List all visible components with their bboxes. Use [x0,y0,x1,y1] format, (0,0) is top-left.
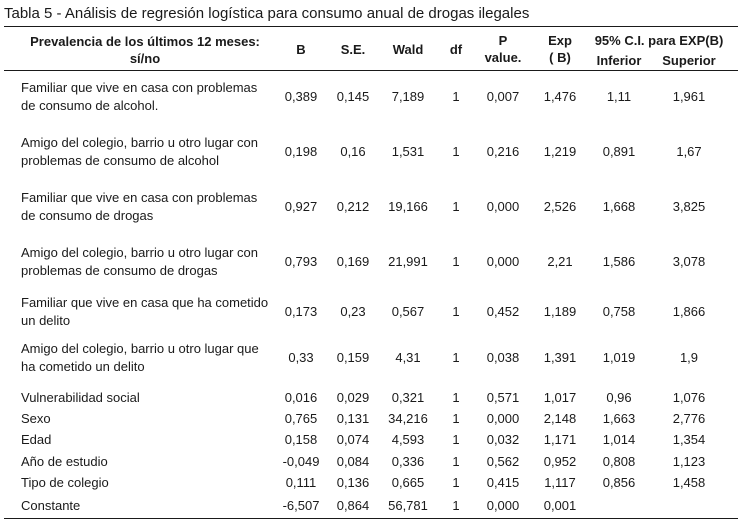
cell-p: 0,415 [486,475,520,490]
row-label-line1: Constante [21,498,81,513]
cell-sup: 1,9 [679,350,699,365]
cell-wald: 4,593 [391,432,425,447]
row-label [21,410,51,428]
cell-exp: 1,117 [544,475,576,490]
cell-b: 0,016 [284,390,318,405]
cell-df: 1 [452,475,460,490]
cell-b: 0,793 [284,254,318,269]
row-label [21,453,108,471]
cell-b: 0,158 [284,432,318,447]
header-ci-group: 95% C.I. para EXP(B) [594,33,724,48]
header-variable-line1: Prevalencia de los últimos 12 meses: [30,34,260,49]
row-label-line1: Tipo de colegio [21,475,109,490]
cell-p: 0,562 [486,454,520,469]
cell-exp: 2,148 [543,411,577,426]
row-label-line2: problemas de consumo de drogas [21,263,218,278]
row-label [21,294,268,330]
cell-df: 1 [452,454,460,469]
cell-sup: 1,076 [672,390,706,405]
cell-exp: 0,001 [543,498,577,513]
row-label-line2: de consumo de alcohol. [21,98,159,113]
cell-df: 1 [452,432,460,447]
cell-df: 1 [452,89,460,104]
cell-df: 1 [452,350,460,365]
cell-wald: 4,31 [395,350,421,365]
row-label-line2: un delito [21,313,71,328]
cell-wald: 21,991 [388,254,428,269]
cell-inf: 1,11 [606,89,632,104]
header-exp-line1: Exp [548,33,572,48]
cell-b: 0,111 [285,475,317,490]
cell-wald: 1,531 [391,144,425,159]
row-label [21,134,258,170]
cell-b: 0,927 [284,199,318,214]
header-exp [535,32,585,66]
cell-inf: 0,891 [602,144,636,159]
cell-b: -0,049 [282,454,320,469]
row-label-line1: Amigo del colegio, barrio u otro lugar con [21,245,259,260]
header-wald: Wald [392,42,424,57]
header-superior: Superior [662,53,716,68]
row-label [21,474,109,492]
cell-df: 1 [452,498,460,513]
cell-p: 0,007 [486,89,520,104]
row-label-line1: Vulnerabilidad social [21,390,140,405]
cell-p: 0,216 [486,144,520,159]
cell-p: 0,000 [486,254,520,269]
cell-sup: 1,866 [672,304,706,319]
header-p [476,32,530,66]
cell-sup: 3,078 [672,254,706,269]
header-df: df [449,42,463,57]
cell-sup: 1,354 [672,432,706,447]
cell-se: 0,136 [336,475,370,490]
row-label [21,189,257,225]
cell-inf: 1,586 [602,254,636,269]
row-label-line1: Familiar que vive en casa con problemas [21,190,258,205]
cell-se: 0,16 [340,144,366,159]
header-se: S.E. [340,42,366,57]
cell-b: 0,765 [284,411,318,426]
cell-inf: 1,668 [602,199,636,214]
cell-wald: 0,567 [391,304,425,319]
row-label [21,79,257,115]
cell-inf: 0,856 [602,475,636,490]
cell-wald: 19,166 [388,199,428,214]
cell-df: 1 [452,411,460,426]
cell-inf: 0,758 [602,304,636,319]
cell-df: 1 [452,199,460,214]
header-variable-line2: sí/no [129,51,161,66]
cell-wald: 0,321 [391,390,425,405]
cell-b: 0,389 [284,89,318,104]
cell-exp: 1,219 [543,144,577,159]
row-label-line1: Edad [21,432,52,447]
cell-exp: 2,526 [543,199,577,214]
cell-se: 0,159 [336,350,370,365]
header-variable [20,33,270,67]
cell-df: 1 [452,304,460,319]
cell-b: 0,173 [284,304,318,319]
cell-wald: 56,781 [388,498,428,513]
cell-p: 0,000 [486,199,520,214]
top-rule [4,26,738,27]
row-label [21,244,258,280]
cell-sup: 1,67 [676,144,702,159]
cell-exp: 2,21 [547,254,573,269]
cell-exp: 0,952 [543,454,577,469]
cell-se: 0,145 [336,89,370,104]
cell-p: 0,000 [486,498,520,513]
cell-inf: 0,96 [606,390,632,405]
cell-p: 0,452 [486,304,520,319]
cell-sup: 2,776 [672,411,706,426]
row-label-line1: Amigo del colegio, barrio u otro lugar con [21,135,259,150]
row-label-line1: Amigo del colegio, barrio u otro lugar que [21,341,259,356]
cell-b: -6,507 [282,498,320,513]
cell-p: 0,571 [486,390,520,405]
row-label-line2: problemas de consumo de alcohol [21,153,220,168]
cell-se: 0,212 [336,199,370,214]
table-caption: Tabla 5 - Análisis de regresión logística para consumo anual de drogas ilegales [4,5,530,22]
cell-sup: 3,825 [672,199,706,214]
cell-exp: 1,476 [543,89,577,104]
cell-se: 0,864 [336,498,370,513]
cell-wald: 0,665 [391,475,425,490]
cell-b: 0,198 [284,144,318,159]
row-label-line1: Año de estudio [21,454,108,469]
cell-se: 0,169 [336,254,370,269]
cell-wald: 0,336 [391,454,425,469]
header-p-line2: value. [484,50,522,65]
cell-b: 0,33 [288,350,314,365]
row-label [21,340,259,376]
cell-se: 0,074 [336,432,370,447]
header-p-line1: P [498,33,508,48]
cell-se: 0,084 [336,454,370,469]
cell-exp: 1,171 [543,432,577,447]
cell-wald: 34,216 [388,411,428,426]
cell-inf: 1,019 [602,350,636,365]
cell-p: 0,000 [486,411,520,426]
cell-df: 1 [452,390,460,405]
bottom-rule [4,518,738,519]
row-label [21,389,140,407]
cell-exp: 1,391 [543,350,577,365]
row-label-line1: Sexo [21,411,51,426]
cell-p: 0,032 [486,432,520,447]
row-label-line1: Familiar que vive en casa con problemas [21,80,258,95]
cell-exp: 1,017 [543,390,577,405]
row-label-line2: de consumo de drogas [21,208,154,223]
cell-sup: 1,961 [672,89,706,104]
cell-exp: 1,189 [543,304,577,319]
cell-se: 0,131 [336,411,370,426]
cell-wald: 7,189 [391,89,425,104]
cell-inf: 0,808 [602,454,636,469]
cell-sup: 1,123 [672,454,706,469]
header-exp-line2: ( B) [549,50,571,65]
row-label [21,497,80,515]
cell-se: 0,23 [340,304,366,319]
header-rule [4,70,738,71]
cell-inf: 1,014 [602,432,636,447]
cell-sup: 1,458 [672,475,706,490]
row-label-line2: ha cometido un delito [21,359,145,374]
header-inferior: Inferior [596,53,642,68]
cell-p: 0,038 [486,350,520,365]
cell-df: 1 [452,254,460,269]
cell-inf: 1,663 [602,411,636,426]
cell-df: 1 [452,144,460,159]
cell-se: 0,029 [336,390,370,405]
header-b: B [296,42,306,57]
row-label-line1: Familiar que vive en casa que ha cometido [21,295,269,310]
row-label [21,431,51,449]
